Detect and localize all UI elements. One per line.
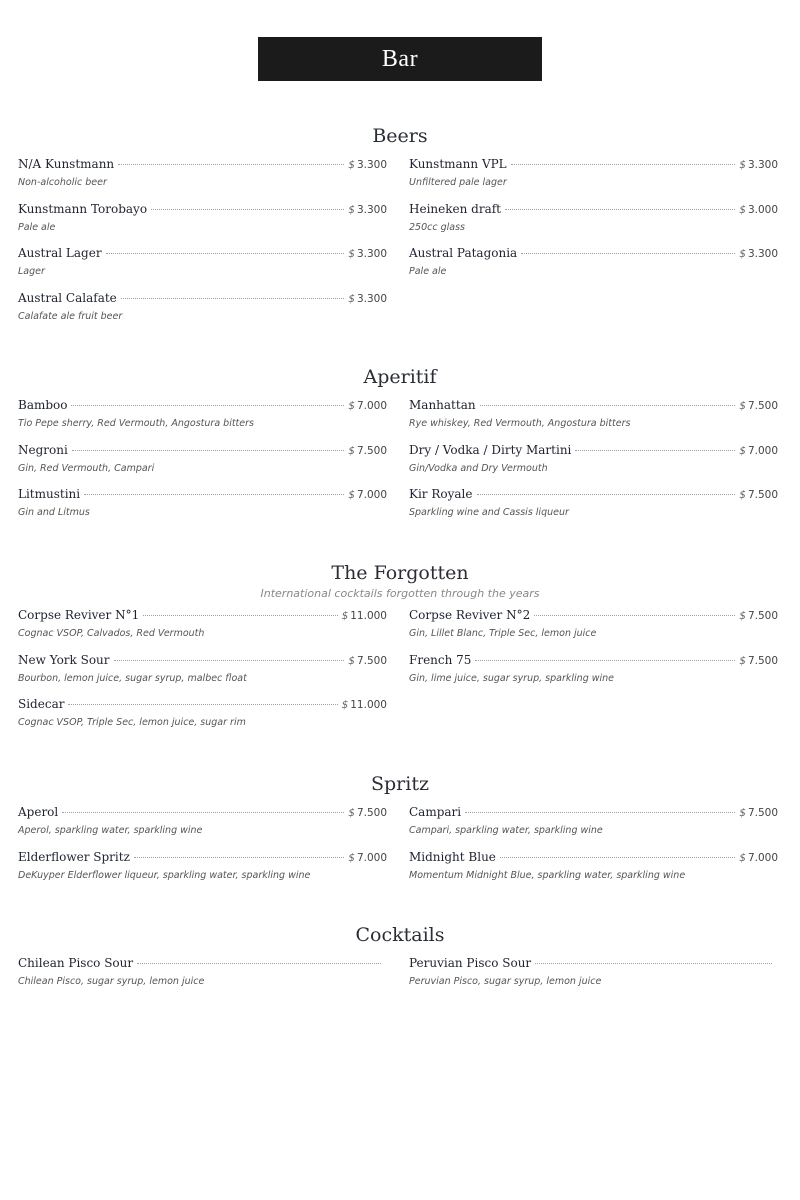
dot-leader [121, 298, 344, 299]
menu-item [409, 956, 778, 996]
menu-item [18, 805, 387, 845]
item-price: $ 3.300 [348, 204, 387, 216]
item-description: DeKuyper Elderflower liqueur, sparkling water, sparkling wine [18, 870, 311, 881]
dot-leader [114, 660, 345, 661]
dot-leader [106, 253, 345, 254]
dot-leader [534, 615, 735, 616]
banner-title: Bar [381, 45, 419, 72]
dot-leader [521, 253, 735, 254]
item-name: Bamboo [18, 398, 68, 412]
item-description: Campari, sparkling water, sparkling wine [409, 825, 603, 836]
item-name: Manhattan [409, 398, 476, 412]
menu-grid [0, 157, 800, 337]
section-title: The Forgotten [331, 562, 469, 584]
item-price: $ 3.300 [348, 159, 387, 171]
section-subtitle: International cocktails forgotten through the years [260, 587, 540, 600]
item-name: Midnight Blue [409, 850, 496, 864]
menu-item [18, 202, 387, 242]
item-description: Momentum Midnight Blue, sparkling water, sparkling wine [409, 870, 686, 881]
item-name: Austral Patagonia [409, 246, 518, 260]
item-description: Pale ale [409, 266, 447, 277]
dot-leader [505, 209, 735, 210]
section-title: Aperitif [363, 366, 437, 388]
item-name: Kunstmann VPL [409, 157, 507, 171]
item-description: Gin, lime juice, sugar syrup, sparkling wine [409, 673, 615, 684]
item-description: Chilean Pisco, sugar syrup, lemon juice [18, 976, 205, 987]
menu-item [18, 608, 387, 648]
item-description: Peruvian Pisco, sugar syrup, lemon juice [409, 976, 602, 987]
dot-leader [511, 164, 736, 165]
section-title: Beers [372, 125, 428, 147]
menu-item [18, 850, 387, 890]
item-price: $ 11.000 [341, 610, 387, 622]
menu-item [409, 608, 778, 648]
menu-item [18, 487, 387, 527]
item-name: Heineken draft [409, 202, 501, 216]
item-price: $ 7.500 [348, 445, 387, 457]
bar-banner [258, 37, 542, 81]
item-name: Aperol [18, 805, 59, 819]
item-description: Aperol, sparkling water, sparkling wine [18, 825, 203, 836]
item-description: Sparkling wine and Cassis liqueur [409, 507, 569, 518]
item-name: Peruvian Pisco Sour [409, 956, 532, 970]
item-price: $ 7.500 [739, 807, 778, 819]
item-description: Pale ale [18, 222, 56, 233]
menu-item [409, 157, 778, 197]
item-description: Rye whiskey, Red Vermouth, Angostura bitters [409, 418, 631, 429]
item-description: Cognac VSOP, Calvados, Red Vermouth [18, 628, 205, 639]
item-description: Gin, Lillet Blanc, Triple Sec, lemon juice [409, 628, 597, 639]
item-name: New York Sour [18, 653, 110, 667]
item-name: Austral Lager [18, 246, 102, 260]
item-price: $ 7.000 [739, 445, 778, 457]
item-name: Kir Royale [409, 487, 473, 501]
menu-item [409, 202, 778, 242]
item-name: Kunstmann Torobayo [18, 202, 148, 216]
section-beers [0, 123, 800, 337]
item-price: $ 3.300 [739, 159, 778, 171]
dot-leader [575, 450, 735, 451]
item-price: $ 7.000 [348, 489, 387, 501]
item-price: $ 7.500 [739, 655, 778, 667]
dot-leader [480, 405, 736, 406]
item-name: Austral Calafate [18, 291, 117, 305]
item-price: $ 3.300 [348, 293, 387, 305]
item-name: Campari [409, 805, 462, 819]
section-spritz [0, 771, 800, 895]
item-price: $ 11.000 [341, 699, 387, 711]
dot-leader [118, 164, 344, 165]
dot-leader [84, 494, 344, 495]
item-name: Corpse Reviver N°1 [18, 608, 140, 622]
menu-item [18, 157, 387, 197]
menu-item [409, 443, 778, 483]
item-name: Litmustini [18, 487, 81, 501]
item-name: Negroni [18, 443, 68, 457]
item-name: Chilean Pisco Sour [18, 956, 134, 970]
menu-grid [0, 805, 800, 895]
item-description: 250cc glass [409, 222, 465, 233]
item-price: $ 3.000 [739, 204, 778, 216]
item-price: $ 7.500 [739, 489, 778, 501]
item-price: $ 7.500 [348, 655, 387, 667]
dot-leader [477, 494, 736, 495]
dot-leader [151, 209, 344, 210]
dot-leader [68, 704, 337, 705]
item-name: French 75 [409, 653, 472, 667]
item-price: $ 7.500 [348, 807, 387, 819]
item-description: Gin, Red Vermouth, Campari [18, 463, 155, 474]
item-description: Non-alcoholic beer [18, 177, 107, 188]
menu-item [18, 956, 387, 996]
menu-item [18, 398, 387, 438]
dot-leader [535, 963, 772, 964]
dot-leader [71, 405, 344, 406]
menu-item [18, 653, 387, 693]
dot-leader [143, 615, 337, 616]
item-name: Dry / Vodka / Dirty Martini [409, 443, 572, 457]
item-price: $ 7.500 [739, 610, 778, 622]
item-price: $ 3.300 [348, 248, 387, 260]
section-aperitif [0, 364, 800, 533]
item-description: Unfiltered pale lager [409, 177, 507, 188]
menu-item [18, 697, 387, 737]
item-description: Bourbon, lemon juice, sugar syrup, malbec float [18, 673, 247, 684]
section-title: Spritz [371, 773, 429, 795]
item-name: Sidecar [18, 697, 65, 711]
dot-leader [137, 963, 381, 964]
menu-item [409, 805, 778, 845]
dot-leader [134, 857, 344, 858]
item-price: $ 7.000 [348, 400, 387, 412]
item-description: Lager [18, 266, 45, 277]
menu-item [409, 246, 778, 286]
menu-item [409, 487, 778, 527]
item-name: Corpse Reviver N°2 [409, 608, 531, 622]
menu-grid [0, 608, 800, 743]
item-description: Gin and Litmus [18, 507, 90, 518]
dot-leader [62, 812, 344, 813]
item-description: Cognac VSOP, Triple Sec, lemon juice, sugar rim [18, 717, 246, 728]
menu-item [18, 443, 387, 483]
item-name: N/A Kunstmann [18, 157, 115, 171]
item-name: Elderflower Spritz [18, 850, 130, 864]
menu-item [409, 653, 778, 693]
item-price: $ 7.000 [348, 852, 387, 864]
menu-item [18, 246, 387, 286]
menu-grid [0, 956, 800, 1001]
dot-leader [72, 450, 344, 451]
item-price [385, 958, 387, 970]
section-the-forgotten [0, 560, 800, 743]
section-cocktails [0, 922, 800, 1001]
item-description: Calafate ale fruit beer [18, 311, 123, 322]
item-description: Gin/Vodka and Dry Vermouth [409, 463, 548, 474]
menu-item [409, 398, 778, 438]
item-price: $ 7.500 [739, 400, 778, 412]
dot-leader [500, 857, 735, 858]
menu-item [18, 291, 387, 331]
section-title: Cocktails [355, 924, 445, 946]
item-price: $ 3.300 [739, 248, 778, 260]
menu-item [409, 850, 778, 890]
dot-leader [475, 660, 735, 661]
item-description: Tio Pepe sherry, Red Vermouth, Angostura bitters [18, 418, 254, 429]
item-price: $ 7.000 [739, 852, 778, 864]
menu-grid [0, 398, 800, 533]
item-price [776, 958, 778, 970]
dot-leader [465, 812, 735, 813]
